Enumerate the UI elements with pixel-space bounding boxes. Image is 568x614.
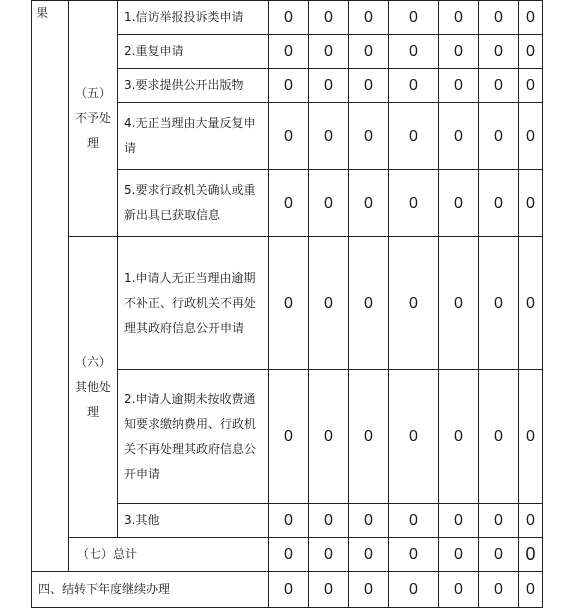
value-cell: 0: [269, 170, 309, 237]
value-cell: 0: [349, 538, 389, 572]
value-cell: 0: [389, 504, 439, 538]
row-label: 5.要求行政机关确认或重新出具已获取信息: [118, 170, 269, 237]
value-cell: 0: [479, 572, 519, 608]
value-cell: 0: [439, 1, 479, 35]
value-cell: 0: [269, 370, 309, 504]
value-cell: 0: [269, 504, 309, 538]
value-cell: 0: [519, 170, 543, 237]
value-cell: 0: [519, 370, 543, 504]
value-cell: 0: [309, 170, 349, 237]
value-cell: 0: [349, 237, 389, 370]
value-cell: 0: [389, 35, 439, 69]
value-cell: 0: [439, 69, 479, 103]
table-row: [32, 237, 543, 370]
value-cell: 0: [309, 69, 349, 103]
value-cell: 0: [349, 572, 389, 608]
value-cell: 0: [519, 538, 543, 572]
carry-row: [32, 572, 543, 608]
value-cell: 0: [519, 237, 543, 370]
value-cell: 0: [309, 237, 349, 370]
value-cell: 0: [439, 370, 479, 504]
value-cell: 0: [439, 170, 479, 237]
value-cell: 0: [439, 237, 479, 370]
value-cell: 0: [389, 237, 439, 370]
group6-line2: 其他处: [74, 379, 111, 394]
group5-line1: （五）: [74, 86, 111, 100]
value-cell: 0: [519, 572, 543, 608]
row-label: 2.申请人逾期未按收费通知要求缴纳费用、行政机关不再处理其政府信息公开申请: [118, 370, 269, 504]
value-cell: 0: [479, 69, 519, 103]
value-cell: 0: [479, 35, 519, 69]
row-label: 3.其他: [118, 504, 269, 538]
row-label: 1.申请人无正当理由逾期不补正、行政机关不再处理其政府信息公开申请: [118, 237, 269, 370]
group5-cell: [69, 1, 118, 237]
row-label: 2.重复申请: [118, 35, 269, 69]
value-cell: 0: [269, 35, 309, 69]
value-cell: 0: [269, 103, 309, 170]
statistics-table: [31, 0, 543, 608]
group5-line2: 不予处: [74, 111, 111, 125]
value-cell: 0: [519, 1, 543, 35]
value-cell: 0: [479, 370, 519, 504]
group6-line1: （六）: [74, 354, 111, 369]
value-cell: 0: [479, 237, 519, 370]
value-cell: 0: [439, 35, 479, 69]
value-cell: 0: [519, 35, 543, 69]
row-label: 1.信访举报投诉类申请: [118, 1, 269, 35]
row-label: 3.要求提供公开出版物: [118, 69, 269, 103]
section-tail-cell: [32, 1, 69, 572]
value-cell: 0: [479, 538, 519, 572]
group6-cell: [69, 237, 118, 538]
table-row: [32, 1, 543, 35]
value-cell: 0: [519, 103, 543, 170]
value-cell: 0: [439, 103, 479, 170]
row-label: 4.无正当理由大量反复申请: [118, 103, 269, 170]
value-cell: 0: [519, 504, 543, 538]
carry-label: 四、结转下年度继续办理: [32, 572, 269, 608]
section-tail-text: 果: [36, 6, 49, 20]
value-cell: 0: [309, 572, 349, 608]
value-cell: 0: [479, 1, 519, 35]
value-cell: 0: [349, 370, 389, 504]
value-cell: 0: [479, 170, 519, 237]
value-cell: 0: [309, 35, 349, 69]
value-cell: 0: [349, 504, 389, 538]
value-cell: 0: [269, 69, 309, 103]
total-row: [32, 538, 543, 572]
value-cell: 0: [389, 370, 439, 504]
value-cell: 0: [439, 504, 479, 538]
value-cell: 0: [439, 538, 479, 572]
value-cell: 0: [479, 103, 519, 170]
value-cell: 0: [309, 538, 349, 572]
value-cell: 0: [389, 538, 439, 572]
group6-line3: 理: [86, 404, 99, 419]
value-cell: 0: [349, 1, 389, 35]
value-cell: 0: [269, 538, 309, 572]
value-cell: 0: [389, 572, 439, 608]
value-cell: 0: [389, 103, 439, 170]
value-cell: 0: [269, 237, 309, 370]
value-cell: 0: [309, 370, 349, 504]
value-cell: 0: [389, 170, 439, 237]
value-cell: 0: [519, 69, 543, 103]
value-cell: 0: [479, 504, 519, 538]
value-cell: 0: [309, 103, 349, 170]
value-cell: 0: [389, 1, 439, 35]
value-cell: 0: [349, 170, 389, 237]
value-cell: 0: [309, 1, 349, 35]
value-cell: 0: [439, 572, 479, 608]
value-cell: 0: [269, 1, 309, 35]
value-cell: 0: [349, 35, 389, 69]
value-cell: 0: [349, 69, 389, 103]
value-cell: 0: [309, 504, 349, 538]
value-cell: 0: [269, 572, 309, 608]
value-cell: 0: [349, 103, 389, 170]
group5-line3: 理: [86, 136, 99, 150]
total-label: （七）总计: [69, 538, 269, 572]
value-cell: 0: [389, 69, 439, 103]
